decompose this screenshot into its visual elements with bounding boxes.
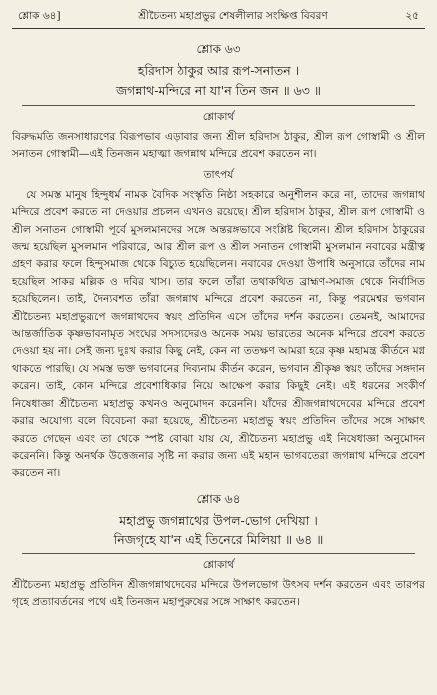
verse-64-line-1: মহাপ্রভু জগন্নাথের উপল-ভোগ দেখিয়া । (119, 512, 318, 528)
header-title: শ্রীচৈতন্য মহাপ্রভুর শেষলীলার সংক্ষিপ্ত বিবরণ (138, 10, 328, 22)
tatparya-text: যে সমস্ত মানুষ হিন্দুধর্ম নামক বৈদিক সংস্কৃতি নিষ্ঠা সহকারে অনুশীলন করে না, তাদের জগন্নাথ মন্দিরে প্রবেশ করতে না দেওয়ার প্রচলন এখনও রয়েছে। শ্রীল হরিদাস ঠাকুর, শ্রীল রূপ গোস্বামী ও শ্রীল সনাতন গোস্বামী পূর্বে মুসলমানদের সঙ্গে অন্তরঙ্গভাবে সংশ্লিষ্ট ছিলেন। শ্রীল হরিদাস ঠাকুরের জন্ম হয়েছিল মুসলমান পরিবারে, আর শ্রীল রূপ ও শ্রীল সনাতন গোস্বামী মুসলমান নবাবের মন্ত্রীত্ব গ্রহণ করার ফলে হিন্দুসমাজ থেকে বিচ্যুত হয়েছিলেন। নবাবের দেওয়া উপাধি অনুসারে তাঁদের নাম হয়েছিল সাকর মল্লিক ও দবির খাস। তার ফলে তাঁরা তথাকথিত ব্রাহ্মণ-সমাজ থেকে নির্বাসিত হয়েছিলেন। তাই, দৈন্যবশত তাঁরা জগন্নাথ মন্দিরে প্রবেশ করতেন না, কিন্তু পরমেশ্বর ভগবান শ্রীচৈতন্য মহাপ্রভুরূপে জগন্নাথদেব স্বয়ং প্রতিদিন এসে তাঁদের দর্শন করতেন। তেমনই, আমাদের আন্তর্জাতিক কৃষ্ণভাবনামৃত সংঘের সদস্যদেরও অনেক সময় ভারতের অনেক মন্দিরে প্রবেশ করতে দেওয়া হয় না। সেই জন্য দুঃখ করার কিছু নেই, কেন না ততক্ষণ আমরা হরে কৃষ্ণ মহামন্ত্র কীর্তনে মগ্ন থাকতে পারছি। যে সমস্ত ভক্ত ভগবানের দিব্যনাম কীর্তন করেন, ভগবান শ্রীকৃষ্ণ স্বয়ং তাঁদের সঙ্গদান করেন। তাই, কোন মন্দিরে প্রবেশাধিকার নিয়ে আক্ষেপ করার কিছুই নেই। এই ধরনের সংকীর্ণ নিষেধাজ্ঞা শ্রীচৈতন্য মহাপ্রভু কখনও অনুমোদন করেননি। যাঁদের শ্রীজগন্নাথদেবের মন্দিরে প্রবেশ করার অযোগ্য বলে বিবেচনা করা হয়েছে, শ্রীচৈতন্য মহাপ্রভু স্বয়ং প্রতিদিন তাঁদের সঙ্গে সাক্ষাৎ করতে গেছেন এবং তা থেকে স্পষ্ট বোঝা যায় যে, শ্রীচৈতন্য মহাপ্রভু এই নিষেধাজ্ঞা অনুমোদন করেননি। কিন্তু অনর্থক উত্তেজনার সৃষ্টি না করার জন্য এই মহান ভাগবতেরা জগন্নাথ মন্দিরে প্রবেশ করতেন না। (12, 188, 425, 480)
header-verse-ref: শ্লোক ৬৪] (18, 10, 61, 22)
shlokartha-text-2: শ্রীচৈতন্য মহাপ্রভু প্রতিদিন শ্রীজগন্নাথদেবের মন্দিরে উপলভোগ উৎসব দর্শন করতেন এবং তারপর গৃহে প্রত্যাবর্তনের পথে এই তিনজন মহাপুরুষের সঙ্গে সাক্ষাৎ করতেন। (12, 578, 425, 609)
divider (22, 105, 415, 106)
tatparya-label: তাৎপর্য (203, 168, 234, 181)
running-header (12, 0, 425, 29)
verse-64-line-2: নিজগৃহে যা'ন এই তিনেরে মিলিয়া ॥ ৬৪ ॥ (113, 531, 324, 547)
page-number: ২৫ (405, 10, 419, 22)
shlokartha-label-2: শ্লোকার্থ (202, 558, 235, 571)
shlokartha-label-1: শ্লোকার্থ (202, 111, 235, 123)
verse-63-label: শ্লোক ৬৩ (196, 42, 241, 56)
shlokartha-text-1: বিরুদ্ধমতি জনসাধারণের বিরূপভাব এড়াবার জন্য শ্রীল হরিদাস ঠাকুর, শ্রীল রূপ গোস্বামী ও শ্রীল সনাতন গোস্বামী—এই তিনজন মহাত্মা জগন্নাথ মন্দিরে প্রবেশ করতেন না। (12, 131, 425, 161)
verse-63-line-2: জগন্নাথ-মন্দিরে না যা'ন তিন জন ॥ ৬৩ ॥ (116, 83, 321, 98)
verse-64-label: শ্লোক ৬৪ (196, 491, 241, 506)
verse-63-line-1: হরিদাস ঠাকুর আর রূপ-সনাতন । (137, 63, 300, 78)
divider (22, 553, 415, 554)
